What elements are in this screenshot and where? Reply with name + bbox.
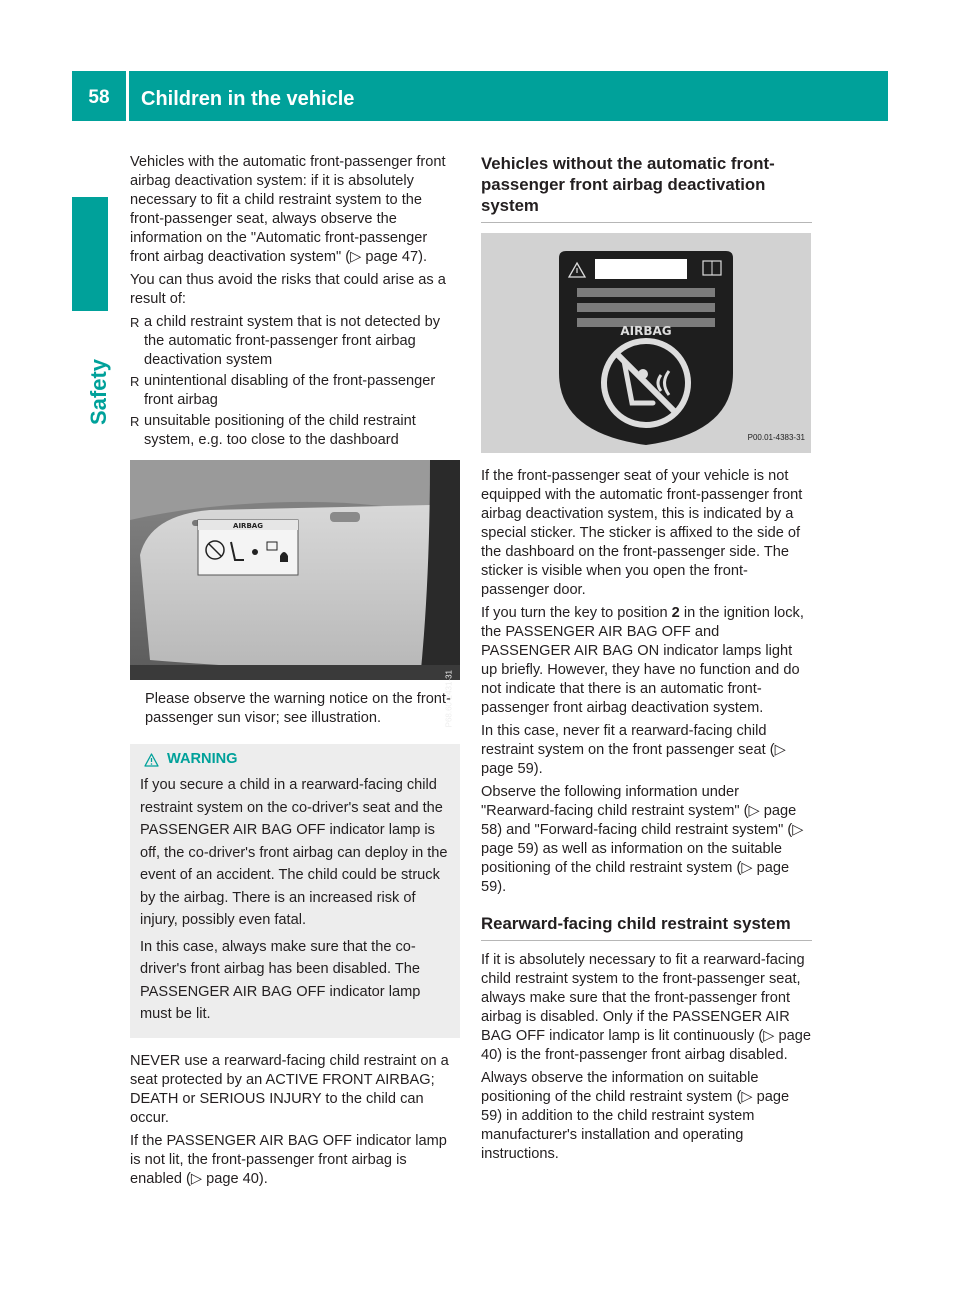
rearward-paragraph: If it is absolutely necessary to fit a rearward-facing child restraint system to the front-passenger seat, always make sure that the front-passenger front airbag is disabled. Only if the PASSENGER AIR BAG OFF indicator lamp is lit continuously (▷ page 40) is the front-passenger front airbag disabled. [481, 952, 811, 1063]
list-item: R a child restraint system that is not detected by the automatic front-passenger front airbag deactivation system [130, 314, 441, 368]
bullet-marker: R [130, 414, 140, 429]
chapter-title: Children in the vehicle [141, 88, 355, 110]
right-column [481, 153, 812, 1168]
section-heading-without-deactivation: Vehicles without the automatic front-passenger front airbag deactivation system [481, 153, 812, 223]
page-number: 58 [88, 87, 110, 108]
warning-paragraph: In this case, always make sure that the co-driver's front airbag has been disabled. The PASSENGER AIR BAG OFF indicator lamp must be lit. [140, 938, 421, 1022]
sticker-airbag-label: AIRBAG [620, 324, 672, 338]
section-tab [62, 325, 118, 425]
warning-box [130, 744, 460, 1038]
list-item: R unsuitable positioning of the child restraint system, e.g. too close to the dashboard [130, 413, 416, 448]
ignition-paragraph: If you turn the key to position 2 in the ignition lock, the PASSENGER AIR BAG OFF and PASSENGER AIR BAG ON indicator lamps light up briefly. However, they have no function and do not indicate that there is an automatic front-passenger front airbag deactivation system. [481, 605, 804, 716]
list-item: R unintentional disabling of the front-passenger front airbag [130, 373, 436, 408]
sticker-paragraph: If the front-passenger seat of your vehicle is not equipped with the automatic front-passenger front airbag deactivation system, this is indicated by a special sticker. The sticker is affixed to the side of the dashboard on the front-passenger side. The sticker is visible when you open the front-passenger door. [481, 468, 803, 598]
airbag-sticker-illustration [481, 233, 811, 453]
sticker-airbag-text: AIRBAG [233, 522, 263, 530]
section-heading-rearward-facing: Rearward-facing child restraint system [481, 913, 812, 941]
bullet-marker: R [130, 374, 140, 389]
figure-caption: Please observe the warning notice on the front-passenger sun visor; see illustration. [145, 691, 451, 726]
bullet-marker: R [130, 315, 140, 330]
section-marker-block [72, 197, 108, 311]
risks-intro: You can thus avoid the risks that could arise as a result of: [130, 272, 446, 307]
sun-visor-photo [130, 460, 460, 680]
airbag-sticker-graphic [481, 233, 811, 453]
warning-title: WARNING [167, 751, 238, 767]
section-tab-label: Safety [86, 358, 111, 425]
never-paragraph: NEVER use a rearward-facing child restraint on a seat protected by an ACTIVE FRONT AIRBAG; DEATH or SERIOUS INJURY to the child can occur. [130, 1052, 449, 1126]
header-divider [126, 71, 129, 121]
figure-code: P68.60-2431-31 [444, 670, 453, 728]
warning-triangle-icon [144, 753, 159, 767]
left-column [130, 153, 460, 1193]
positioning-paragraph: Always observe the information on suitable positioning of the child restraint system (▷ page 59) in addition to the child restraint system manufacturer's installation and operating instructions. [481, 1070, 790, 1162]
observe-paragraph: Observe the following information under "Rearward-facing child restraint system" (▷ page 58) and "Forward-facing child restraint system" (▷ page 59) as well as information on the suitable positioning of the child restraint system (▷ page 59). [481, 784, 804, 895]
never-fit-paragraph: In this case, never fit a rearward-facing child restraint system on the front passenger seat (▷ page 59). [481, 723, 786, 777]
enabled-paragraph: If the PASSENGER AIR BAG OFF indicator lamp is not lit, the front-passenger front airbag is enabled (▷ page 40). [130, 1132, 447, 1187]
warning-paragraph: If you secure a child in a rearward-facing child restraint system on the co-driver's seat and the PASSENGER AIR BAG OFF indicator lamp is off, the co-driver's front airbag can deploy in the event of an accident. The child could be struck by the airbag. There is an increased risk of injury, possibly even fatal. [140, 777, 448, 928]
risk-list [130, 313, 460, 450]
figure-code: P00.01-4383-31 [747, 433, 805, 442]
intro-paragraph: Vehicles with the automatic front-passenger front airbag deactivation system: if it is absolutely necessary to fit a child restraint system to the front-passenger seat, always observe the information on the "Automatic front-passenger front airbag deactivation system" (▷ page 47). [130, 154, 446, 265]
warning-heading [140, 750, 450, 769]
